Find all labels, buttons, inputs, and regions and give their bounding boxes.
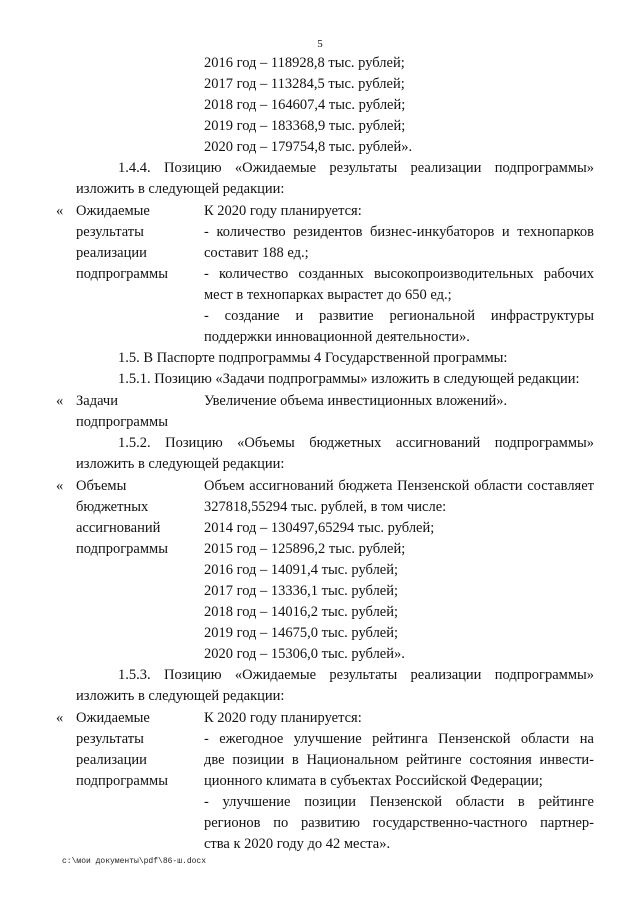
position-text: Объем ассигнований бюджета Пензенской области составляет bbox=[204, 478, 594, 494]
paragraph-1-5: 1.5. В Паспорте подпрограммы 4 Государственной программы: bbox=[118, 350, 508, 366]
amount-line: 2020 год – 179754,8 тыс. рублей». bbox=[204, 139, 413, 155]
amount-line: 2017 год – 113284,5 тыс. рублей; bbox=[204, 76, 405, 92]
position-label: результаты bbox=[76, 731, 144, 747]
position-text: 2017 год – 13336,1 тыс. рублей; bbox=[204, 583, 399, 599]
position-label: бюджетных bbox=[76, 499, 149, 515]
position-label: Ожидаемые bbox=[76, 203, 150, 219]
position-label: подпрограммы bbox=[76, 773, 168, 789]
position-text: 2016 год – 14091,4 тыс. рублей; bbox=[204, 562, 399, 578]
position-text: 2020 год – 15306,0 тыс. рублей». bbox=[204, 646, 405, 662]
amount-line: 2018 год – 164607,4 тыс. рублей; bbox=[204, 97, 406, 113]
position-text: Увеличение объема инвестиционных вложений». bbox=[204, 393, 508, 409]
paragraph-1-5-1: 1.5.1. Позицию «Задачи подпрограммы» изложить в следующей редакции: bbox=[118, 371, 580, 387]
opening-quote: « bbox=[56, 478, 64, 494]
position-text: - ежегодное улучшение рейтинга Пензенской области на bbox=[204, 731, 594, 747]
position-label: реализации bbox=[76, 245, 147, 261]
position-text: составит 188 ед.; bbox=[204, 245, 309, 261]
position-label: результаты bbox=[76, 224, 144, 240]
position-label: подпрограммы bbox=[76, 414, 168, 430]
position-text: 2014 год – 130497,65294 тыс. рублей; bbox=[204, 520, 435, 536]
paragraph-1-5-3-line: изложить в следующей редакции: bbox=[76, 688, 285, 704]
position-text: - улучшение позиции Пензенской области в рейтинге bbox=[204, 794, 594, 810]
position-text: две позиции в Национальном рейтинге состояния инвести- bbox=[204, 752, 594, 768]
paragraph-1-5-3-line: 1.5.3. Позицию «Ожидаемые результаты реализации подпрограммы» bbox=[118, 667, 594, 683]
position-text: - количество созданных высокопроизводительных рабочих bbox=[204, 266, 594, 282]
position-label: подпрограммы bbox=[76, 266, 168, 282]
position-label: подпрограммы bbox=[76, 541, 168, 557]
position-text: - создание и развитие региональной инфраструктуры bbox=[204, 308, 594, 324]
amount-line: 2016 год – 118928,8 тыс. рублей; bbox=[204, 55, 405, 71]
amount-line: 2019 год – 183368,9 тыс. рублей; bbox=[204, 118, 406, 134]
paragraph-1-5-2-line: изложить в следующей редакции: bbox=[76, 456, 285, 472]
position-label: Задачи bbox=[76, 393, 118, 409]
footer-file-path: c:\мои документы\pdf\86-ш.docx bbox=[62, 857, 207, 866]
position-label: ассигнований bbox=[76, 520, 161, 536]
position-text: К 2020 году планируется: bbox=[204, 710, 362, 726]
position-text: К 2020 году планируется: bbox=[204, 203, 362, 219]
position-text: регионов по развитию государственно-частного партнер- bbox=[204, 815, 594, 831]
page-number: 5 bbox=[317, 38, 323, 50]
opening-quote: « bbox=[56, 203, 64, 219]
position-label: реализации bbox=[76, 752, 147, 768]
position-text: 2019 год – 14675,0 тыс. рублей; bbox=[204, 625, 399, 641]
opening-quote: « bbox=[56, 710, 64, 726]
paragraph-1-4-4-line: изложить в следующей редакции: bbox=[76, 181, 285, 197]
position-text: 2015 год – 125896,2 тыс. рублей; bbox=[204, 541, 406, 557]
position-text: - количество резидентов бизнес-инкубаторов и технопарков bbox=[204, 224, 594, 240]
position-text: ства к 2020 году до 42 места». bbox=[204, 836, 391, 852]
position-label: Объемы bbox=[76, 478, 127, 494]
position-text: 2018 год – 14016,2 тыс. рублей; bbox=[204, 604, 399, 620]
paragraph-1-4-4-line: 1.4.4. Позицию «Ожидаемые результаты реализации подпрограммы» bbox=[118, 160, 594, 176]
position-text: мест в технопарках вырастет до 650 ед.; bbox=[204, 287, 452, 303]
position-text: ционного климата в субъектах Российской Федерации; bbox=[204, 773, 543, 789]
position-text: 327818,55294 тыс. рублей, в том числе: bbox=[204, 499, 447, 515]
opening-quote: « bbox=[56, 393, 64, 409]
position-text: поддержки инновационной деятельности». bbox=[204, 329, 470, 345]
paragraph-1-5-2-line: 1.5.2. Позицию «Объемы бюджетных ассигнований подпрограммы» bbox=[118, 435, 594, 451]
position-label: Ожидаемые bbox=[76, 710, 150, 726]
